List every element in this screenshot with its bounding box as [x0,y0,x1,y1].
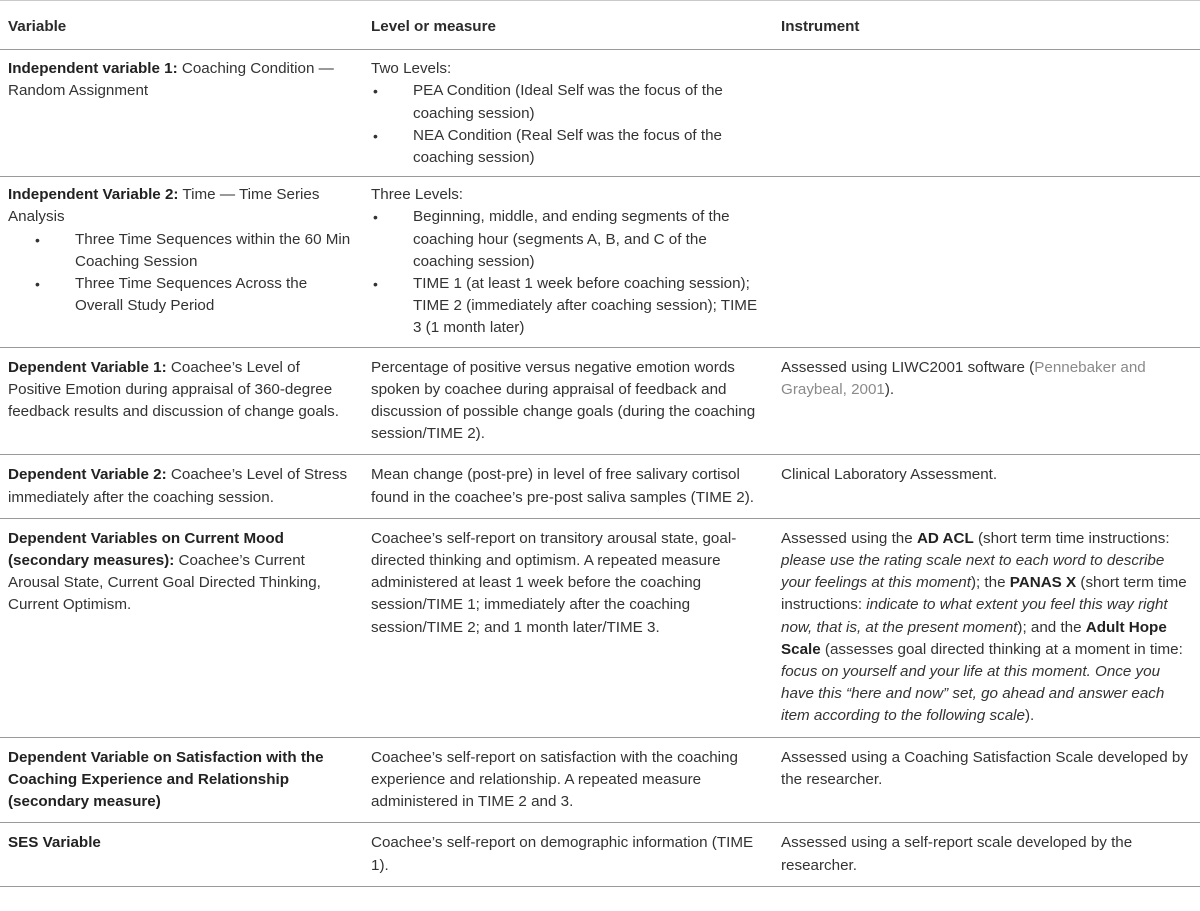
table-row [0,347,1200,455]
variable-cell [0,737,363,823]
list-item: • TIME 1 (at least 1 week before coaching session); TIME 2 (immediately after coaching session); TIME 3 (1 month later) [371,273,765,340]
variable-list [8,229,355,318]
variable-text: Time — Time Series Analysis [8,186,320,226]
instrument-part-bold: AD ACL [916,529,974,547]
instrument-part-italic: please use the rating scale next to each word to describe your feelings at this moment [781,552,1165,592]
list-item: • NEA Condition (Real Self was the focus of the coaching session) [371,125,765,169]
variable-cell [0,455,363,518]
level-cell: Percentage of positive versus negative emotion words spoken by coachee during appraisal of feedback and discussion of possible change goals (during the coaching session/TIME 2). [363,347,773,455]
variable-cell [0,518,363,737]
list-item: • Three Time Sequences Across the Overall Study Period [8,273,355,317]
variable-text: Coachee’s Current Arousal State, Current Goal Directed Thinking, Current Optimism. [8,552,321,614]
level-list [371,206,765,339]
instrument-cell: Clinical Laboratory Assessment. [773,455,1200,518]
variable-cell [0,50,363,177]
instrument-part: Assessed using the [781,529,917,547]
table-row [0,177,1200,347]
instrument-cell: Assessed using a self-report scale developed by the researcher. [773,823,1200,886]
variable-label: Dependent Variable on Satisfaction with the Coaching Experience and Relationship (secondary measure) [8,748,324,811]
variable-cell [0,823,363,886]
level-intro: Two Levels: [371,60,452,78]
table-row [0,50,1200,177]
table-row [0,737,1200,823]
instrument-cell [773,177,1200,347]
instrument-part-italic: indicate to what extent you feel this way right now, that is, at the present moment [781,596,1168,636]
list-item: • Three Time Sequences within the 60 Min Coaching Session [8,229,355,273]
variable-text: Coaching Condition —Random Assignment [8,60,334,100]
level-cell: Mean change (post-pre) in level of free salivary cortisol found in the coachee’s pre-post saliva samples (TIME 2). [363,455,773,518]
instrument-part: (short term time instructions: [973,529,1170,547]
variable-label: Independent variable 1: [8,60,178,78]
variable-label: Dependent Variable 2: [8,466,167,484]
header-level: Level or measure [363,1,773,50]
instrument-text-end: ). [884,380,895,398]
table-row [0,823,1200,886]
variable-cell [0,347,363,455]
variable-label: Dependent Variable 1: [8,358,167,376]
instrument-part: (short term time instructions: [781,574,1187,614]
header-instrument: Instrument [773,1,1200,50]
level-cell: Coachee’s self-report on satisfaction with the coaching experience and relationship. A repeated measure administered in TIME 2 and 3. [363,737,773,823]
variable-text: Coachee’s Level of Stress immediately after the coaching session. [8,466,348,506]
instrument-cell [773,518,1200,737]
instrument-cell [773,50,1200,177]
variable-label: SES Variable [8,834,101,852]
header-row [0,1,1200,50]
level-cell [363,50,773,177]
variable-label: Independent Variable 2: [8,186,179,204]
list-item: • Beginning, middle, and ending segments of the coaching hour (segments A, B, and C of the coaching session) [371,206,765,273]
level-cell: Coachee’s self-report on demographic information (TIME 1). [363,823,773,886]
header-variable: Variable [0,1,363,50]
reference-link[interactable]: Pennebaker and Graybeal, 2001 [781,358,1146,398]
table-row [0,518,1200,737]
instrument-part: ). [1024,707,1035,725]
instrument-cell: Assessed using a Coaching Satisfaction Scale developed by the researcher. [773,737,1200,823]
level-cell: Coachee’s self-report on transitory arousal state, goal-directed thinking and optimism. A repeated measure administered at least 1 week before the coaching session/TIME 1; immediately after the coaching session/TIME 2; and 1 month later/TIME 3. [363,518,773,737]
list-item: • PEA Condition (Ideal Self was the focus of the coaching session) [371,80,765,124]
variable-text: Coachee’s Level of Positive Emotion during appraisal of 360-degree feedback results and discussion of change goals. [8,358,339,421]
table-row [0,455,1200,518]
instrument-part-bold: PANAS X [1009,574,1077,592]
instrument-part-italic: focus on yourself and your life at this moment. Once you have this “here and now” set, go ahead and answer each item according to the following scale [781,663,1165,725]
instrument-text: Assessed using LIWC2001 software ( [781,358,1035,376]
level-cell [363,177,773,347]
instrument-part: (assesses goal directed thinking at a moment in time: [820,640,1183,658]
level-list [371,80,765,169]
level-intro: Three Levels: [371,186,464,204]
instrument-part: ); the [970,574,1010,592]
variable-label: Dependent Variables on Current Mood (secondary measures): [8,529,284,570]
instrument-part: ); and the [1017,618,1086,636]
instrument-cell [773,347,1200,455]
variable-cell [0,177,363,347]
instrument-part-bold: Adult Hope Scale [781,618,1167,658]
